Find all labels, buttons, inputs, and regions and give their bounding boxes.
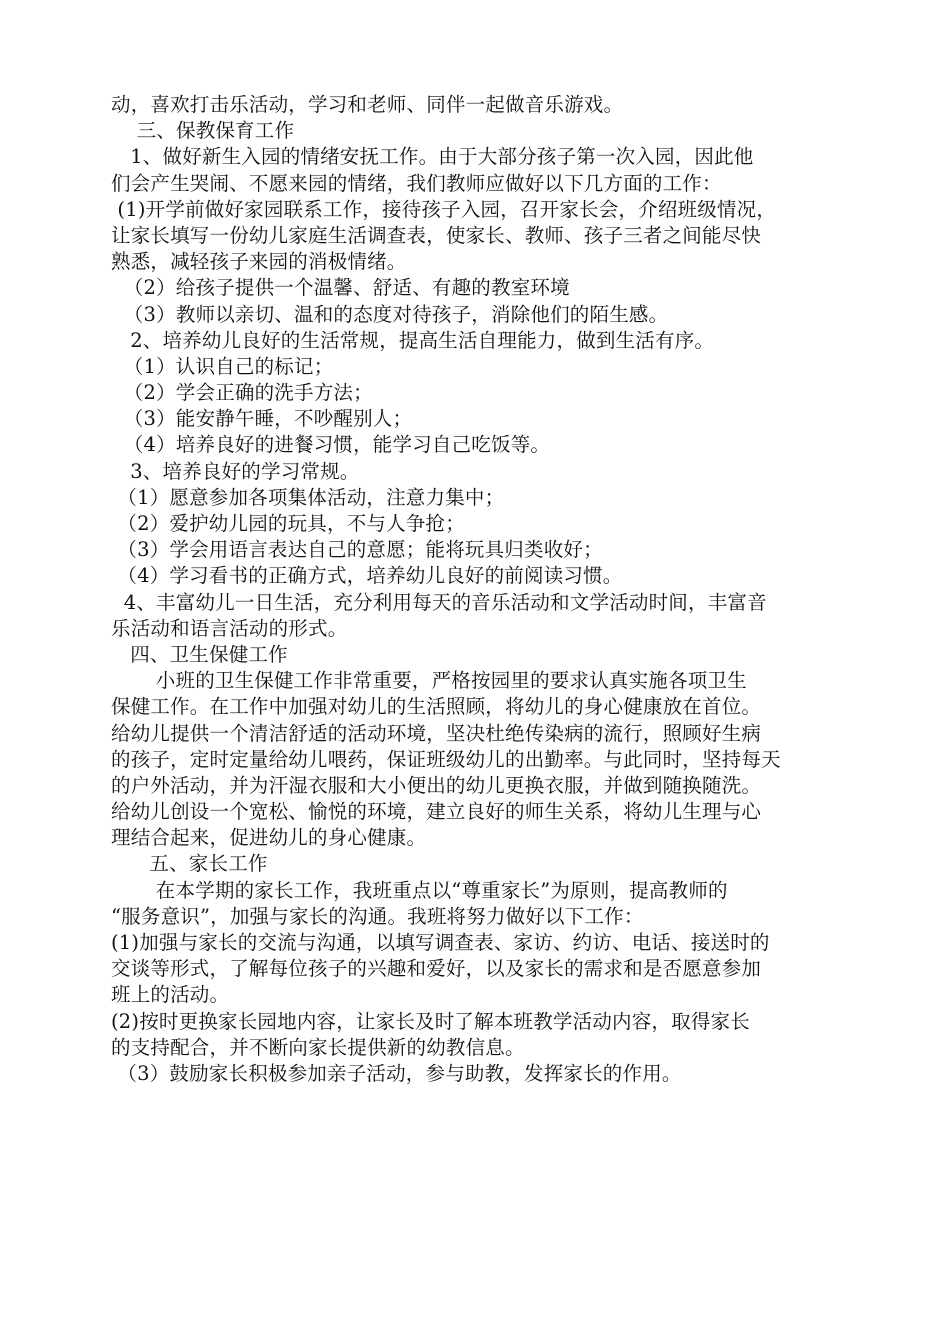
text-line: 交谈等形式，了解每位孩子的兴趣和爱好，以及家长的需求和是否愿意参加 <box>111 957 762 981</box>
text-line: 1、做好新生入园的情绪安抚工作。由于大部分孩子第一次入园，因此他 <box>111 145 754 169</box>
text-line: “服务意识”，加强与家长的沟通。我班将努力做好以下工作： <box>111 904 644 928</box>
text-line: 熟悉，减轻孩子来园的消极情绪。 <box>111 250 407 274</box>
text-line: 在本学期的家长工作，我班重点以“尊重家长”为原则，提高教师的 <box>111 878 728 902</box>
text-line: 保健工作。在工作中加强对幼儿的生活照顾，将幼儿的身心健康放在首位。 <box>111 695 762 719</box>
section-heading-5: 五、家长工作 <box>111 852 268 876</box>
text-line: （4）学习看书的正确方式，培养幼儿良好的前阅读习惯。 <box>111 564 623 588</box>
text-line: （2）给孩子提供一个温馨、舒适、有趣的教室环境 <box>111 276 570 300</box>
text-line: 班上的活动。 <box>111 983 230 1007</box>
text-line: （3）教师以亲切、温和的态度对待孩子，消除他们的陌生感。 <box>111 302 669 326</box>
text-line: （2）学会正确的洗手方法； <box>111 381 373 405</box>
text-line: （1）认识自己的标记； <box>111 354 334 378</box>
text-line: 们会产生哭闹、不愿来园的情绪，我们教师应做好以下几方面的工作： <box>111 171 722 195</box>
text-line: 动，喜欢打击乐活动，学习和老师、同伴一起做音乐游戏。 <box>111 93 624 116</box>
text-line: 4、丰富幼儿一日生活，充分利用每天的音乐活动和文学活动时间，丰富音 <box>111 590 767 614</box>
text-line: 乐活动和语言活动的形式。 <box>111 616 348 640</box>
text-line: (1)加强与家长的交流与沟通，以填写调查表、家访、约访、电话、接送时的 <box>111 931 770 954</box>
text-line: （3）鼓励家长积极参加亲子活动，参与助教，发挥家长的作用。 <box>111 1061 682 1085</box>
text-line: 的孩子，定时定量给幼儿喂药，保证班级幼儿的出勤率。与此同时，坚持每天 <box>111 747 781 771</box>
text-line: 让家长填写一份幼儿家庭生活调查表，使家长、教师、孩子三者之间能尽快 <box>111 223 762 247</box>
section-heading-3: 三、保教保育工作 <box>111 119 295 143</box>
text-line: 给幼儿提供一个清洁舒适的活动环境，坚决杜绝传染病的流行，照顾好生病 <box>111 721 762 745</box>
text-line: (1)开学前做好家园联系工作，接待孩子入园，召开家长会，介绍班级情况， <box>111 197 777 221</box>
text-line: （3）学会用语言表达自己的意愿；能将玩具归类收好； <box>111 538 603 562</box>
text-line: (2)按时更换家长园地内容，让家长及时了解本班教学活动内容，取得家长 <box>111 1009 750 1033</box>
text-line: 2、培养幼儿良好的生活常规，提高生活自理能力，做到生活有序。 <box>111 328 715 352</box>
text-line: 给幼儿创设一个宽松、愉悦的环境，建立良好的师生关系，将幼儿生理与心 <box>111 800 762 824</box>
text-line: 理结合起来，促进幼儿的身心健康。 <box>111 826 427 850</box>
text-line: 的支持配合，并不断向家长提供新的幼教信息。 <box>111 1035 525 1059</box>
text-line: （1）愿意参加各项集体活动，注意力集中； <box>111 485 505 509</box>
text-line: 的户外活动，并为汗湿衣服和大小便出的幼儿更换衣服，并做到随换随洗。 <box>111 773 762 797</box>
text-line: （2）爱护幼儿园的玩具，不与人争抢； <box>111 512 465 535</box>
section-heading-4: 四、卫生保健工作 <box>111 642 288 666</box>
text-line: 小班的卫生保健工作非常重要，严格按园里的要求认真实施各项卫生 <box>111 669 747 693</box>
text-line: （4）培养良好的进餐习惯，能学习自己吃饭等。 <box>111 433 551 457</box>
document-body <box>111 92 839 1087</box>
text-line: （3）能安静午睡，不吵醒别人； <box>111 407 413 431</box>
text-line: 3、培养良好的学习常规。 <box>111 459 360 483</box>
